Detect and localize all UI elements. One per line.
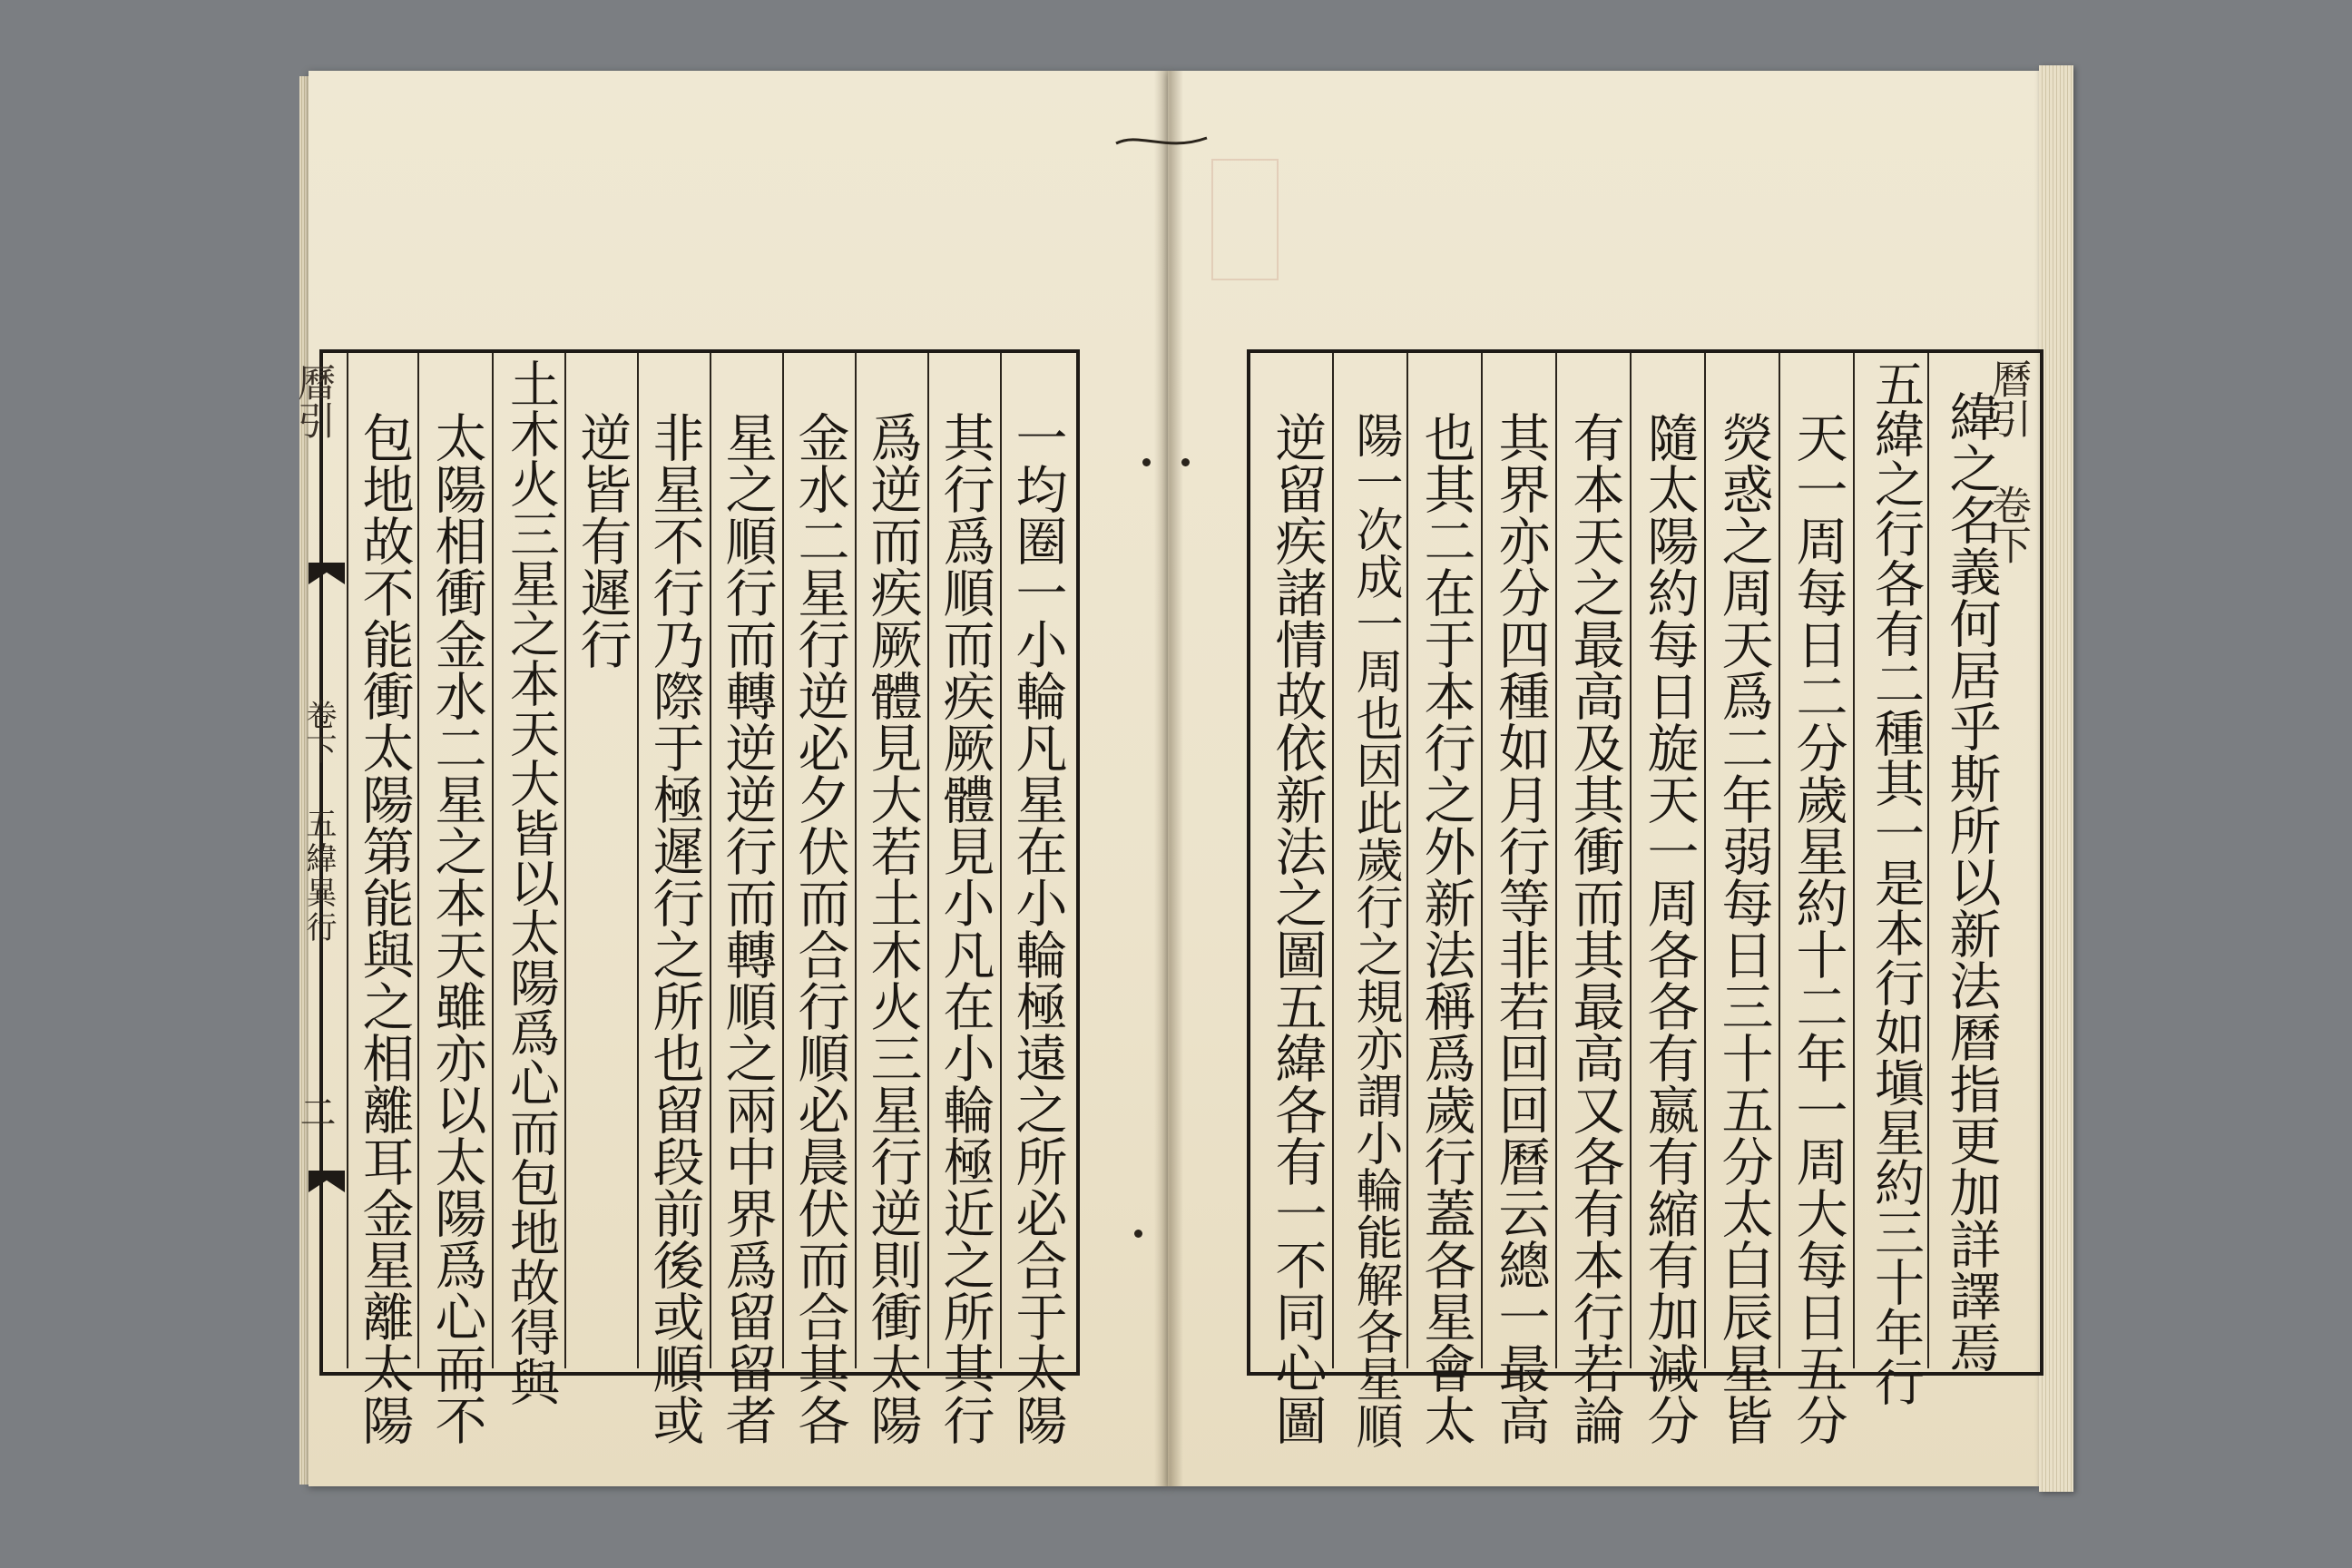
right-column-9: 陽一次成一周也因此歲行之規亦謂小輪能解各星順	[1348, 411, 1402, 1449]
right-column-7: 其界亦分四種如月行等非若回回曆云總一最高	[1490, 411, 1550, 1446]
right-margin-fragment: 曆引 卷下	[1984, 358, 2031, 564]
right-column-8: 也其二在于本行之外新法稱爲歲行蓋各星會太	[1416, 411, 1475, 1446]
column-rule	[1927, 353, 1929, 1368]
column-rule	[1704, 353, 1706, 1368]
left-column-10: 包地故不能衝太陽第能與之相離耳金星離太陽	[354, 411, 414, 1446]
left-margin-page-number: 二	[294, 1093, 336, 1130]
right-column-6: 有本天之最高及其衝而其最高又各有本行若論	[1564, 411, 1624, 1446]
right-column-5: 隨太陽約每日旋天一周各各有嬴有縮有加減分	[1639, 411, 1699, 1446]
column-rule	[564, 353, 566, 1368]
left-column-9: 太陽相衝金水二星之本天雖亦以太陽爲心而不	[426, 411, 486, 1446]
column-rule	[1332, 353, 1334, 1368]
binding-hole	[1134, 1230, 1142, 1238]
faded-seal	[1211, 159, 1279, 280]
left-column-5: 星之順行而轉逆逆行而轉順之兩中界爲留留者	[717, 411, 777, 1446]
right-column-3: 天一周每日二分歲星約十二年一周大每日五分	[1788, 411, 1847, 1446]
left-column-1: 一均圈一小輪凡星在小輪極遠之所必合于太陽	[1007, 411, 1067, 1446]
column-rule	[927, 353, 929, 1368]
column-rule	[855, 353, 857, 1368]
column-rule	[637, 353, 639, 1368]
column-rule	[1779, 353, 1780, 1368]
left-column-2: 其行爲順而疾厥體見小凡在小輪極近之所其行	[935, 411, 995, 1446]
column-rule	[492, 353, 494, 1368]
left-column-3: 爲逆而疾厥體見大若土木火三星行逆則衝太陽	[862, 411, 922, 1446]
column-rule	[782, 353, 784, 1368]
left-column-7: 逆皆有遲行	[572, 411, 632, 670]
binding-hole	[1181, 458, 1190, 466]
column-rule	[1406, 353, 1408, 1368]
column-rule	[1853, 353, 1855, 1368]
column-rule	[1000, 353, 1002, 1368]
left-column-8: 土木火三星之本天大皆以太陽爲心而包地故得與	[502, 358, 560, 1406]
left-margin-title: 曆引	[292, 363, 337, 439]
left-column-6: 非星不行乃際于極遲行之所也留段前後或順或	[644, 411, 704, 1446]
right-column-1: 緯之名義何居乎斯所以新法曆指更加詳譯焉	[1941, 390, 2001, 1373]
right-column-2: 五緯之行各有二種其一是本行如塡星約三十年行	[1867, 358, 1925, 1406]
gutter-shadow	[1154, 71, 1183, 1486]
binding-hole	[1142, 458, 1151, 466]
binding-thread	[1112, 127, 1211, 154]
column-rule	[1630, 353, 1632, 1368]
column-rule	[1555, 353, 1557, 1368]
right-column-10: 逆留疾諸情故依新法之圖五緯各有一不同心圖	[1267, 411, 1327, 1446]
column-rule	[710, 353, 711, 1368]
left-margin-chapter: 卷下 五緯異行	[300, 699, 337, 946]
right-page-edge	[2039, 65, 2073, 1492]
left-column-4: 金水二星行逆必夕伏而合行順必晨伏而合其各	[789, 411, 849, 1446]
column-rule	[417, 353, 419, 1368]
column-rule	[1481, 353, 1483, 1368]
column-rule	[347, 353, 348, 1368]
right-column-4: 熒惑之周天爲二年弱每日三十五分太白辰星皆	[1713, 411, 1773, 1446]
